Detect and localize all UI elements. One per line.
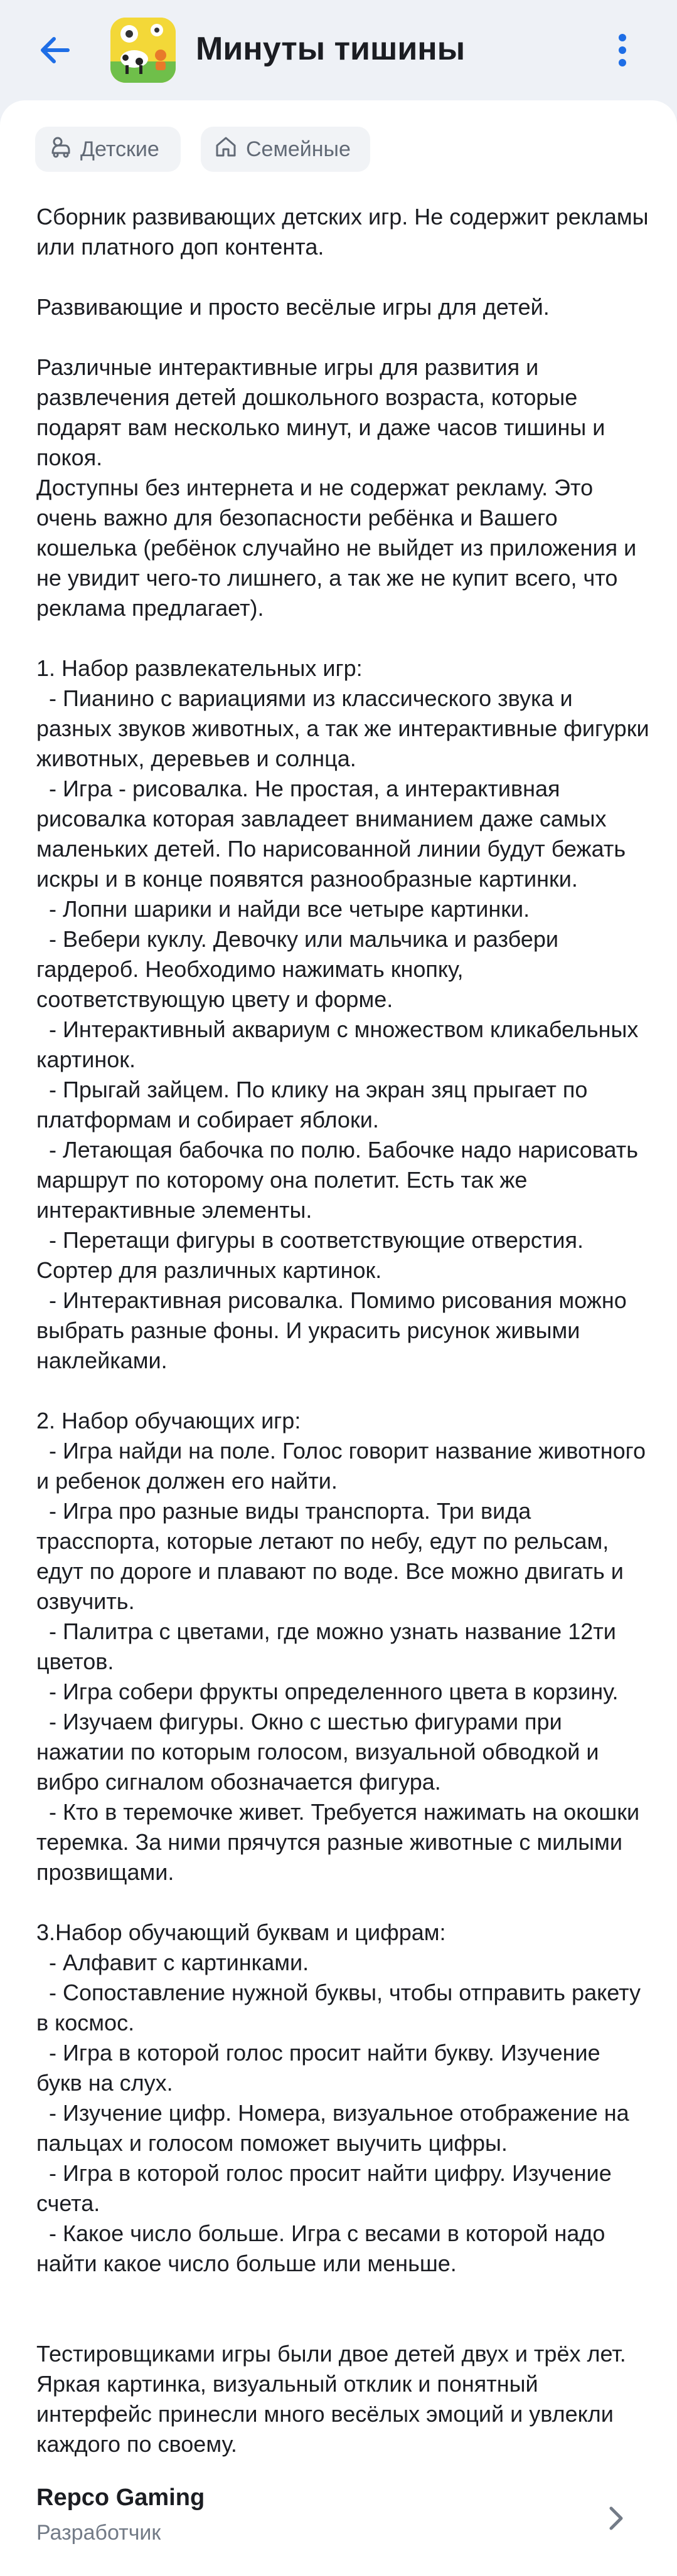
chevron-right-icon (601, 2501, 631, 2536)
tag-chip-family[interactable] (201, 127, 370, 172)
tag-label: Детские (80, 137, 159, 161)
tag-label: Семейные (246, 137, 351, 161)
tag-chip-kids[interactable] (35, 127, 181, 172)
arrow-back-icon[interactable] (35, 30, 75, 70)
more-vertical-icon[interactable] (602, 28, 642, 73)
app-description: Сборник развивающих детских игр. Не содержит рекламы или платного доп контента. Развивающие и просто весёлые игры для детей. Различные интерактивные игры для развития и развлечения детей дошкольного возраста, которые подарят вам несколько минут, и даже часов тишины и покоя. Доступны без интернета и не содержат рекламу. Это очень важно для безопасности ребёнка и Вашего кошелька (ребёнок случайно не выйдет из приложения и не увидит чего-то лишнего, а так же не купит всего, что реклама предлагает). 1. Набор развлекательных игр: - Пианино с вариациями из классического звука и разных звуков животных, а так же интерактивные фигурки животных, деревьев и солнца. - Игра - рисовалка. Не простая, а интерактивная рисовалка которая завладеет вниманием даже самых маленьких детей. По нарисованной линии будут бежать искры и в конце появятся разнообразные картинки. - Лопни шарики и найди все четыре картинки. - Вебери куклу. Девочку или мальчика и разбери гардероб. Необходимо нажимать кнопку, соответствующую цвету и форме. - Интерактивный аквариум с множеством кликабельных картинок. - Прыгай зайцем. По клику на экран зяц прыгает по платформам и собирает яблоки. - Летающая бабочка по полю. Бабочке надо нарисовать маршрут по которому она полетит. Есть так же интерактивные элементы. - Перетащи фигуры в соответствующие отверстия. Сортер для различных картинок. - Интерактивная рисовалка. Помимо рисования можно выбрать разные фоны. И украсить рисунок живыми наклейками. 2. Набор обучающих игр: - Игра найди на поле. Голос говорит название животного и ребенок должен его найти. - Игра про разные виды транспорта. Три вида трасспорта, которые летают по небу, едут по рельсам, едут по дороге и плавают по воде. Все можно двигать и озвучить. - Палитра с цветами, где можно узнать название 12ти цветов. - Игра собери фрукты определенного цвета в корзину. - Изучаем фигуры. Окно с шестью фигурами при нажатии по которым голосом, визуальной обводкой и вибро сигналом обозначается фигура. - Кто в теремочке живет. Требуется нажимать на окошки теремка. За ними прячутся разные животные с милыми прозвищами. 3.Набор обучающий буквам и цифрам: - Алфавит с картинками. - Сопоставление нужной буквы, чтобы отправить ракету в космос. - Игра в которой голос просит найти букву. Изучение букв на слух. - Изучение цифр. Номера, визуальное отображение на пальцах и голосом поможет выучить цифры. - Игра в которой голос просит найти цифру. Изучение счета. - Какое число больше. Игра с весами в которой надо найти какое число больше или меньше. Тестировщиками игры были двое детей двух и трёх лет. Яркая картинка, визуальный отклик и понятный интерфейс принесли много весёлых эмоций и увлекли каждого по своему. (36, 204, 649, 2457)
developer-row[interactable] (0, 2476, 677, 2576)
developer-name: Repco Gaming (36, 2484, 205, 2511)
page-title: Минуты тишины (196, 31, 466, 67)
developer-role: Разработчик (36, 2521, 161, 2545)
content-sheet (0, 100, 677, 2576)
home-icon (213, 134, 246, 165)
app-icon (110, 18, 176, 83)
child-icon (48, 134, 80, 165)
app-bar (0, 0, 677, 100)
